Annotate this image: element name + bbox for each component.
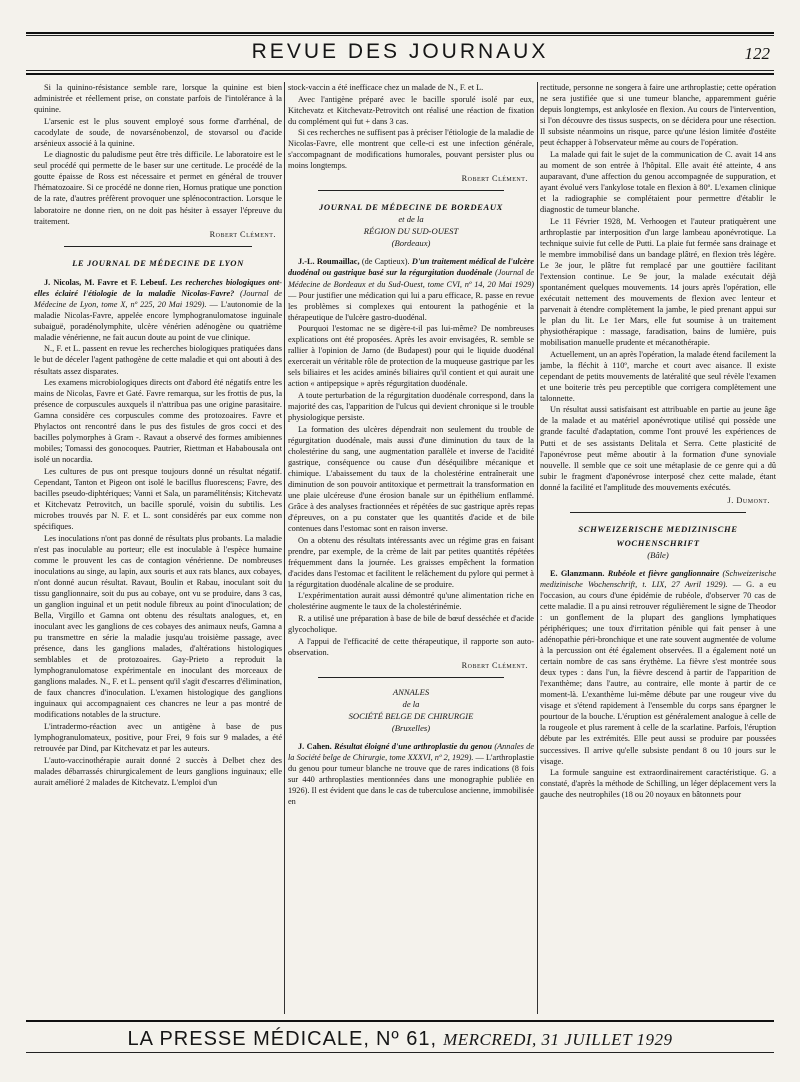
- paragraph: La formation des ulcères dépendrait non seulement du trouble de régurgitation duodénale, mais aussi d'une diminution du taux de la cholestérine du sang, une augmentation parallèle et inverse de l'acidité gastrique, conséquence ou cause d'un déséquilibre mécanique et chimique. L'abaissement du taux de la cholestérine entraînerait une diminution de son pouvoir antitoxique et permettrait la transformation en une plaie ulcéreuse d'une érosion banale sur un épithélium enflammé. Grâce à des analyses fractionnées et répétées de suc gastrique après repas d'épreuves, on a pu constater que les quantités d'acide et de bile contenues dans l'estomac sont en raison inverse.: [288, 424, 534, 534]
- paragraph: R. a utilisé une préparation à base de bile de bœuf desséchée et d'acide glycocholique.: [288, 613, 534, 634]
- section-divider: [318, 190, 504, 191]
- journal-heading: ANNALES: [392, 686, 430, 697]
- article-author-place: (de Captieux).: [361, 257, 410, 267]
- article-reference: (Schweizerische medizinische Wochenschrift, t. LIX, 27 Avril 1929).: [540, 568, 776, 589]
- article-reference: (Journal de Médecine de Lyon, tome X, nº 225, 20 Mai 1929).: [34, 288, 282, 309]
- article-authors: J. Nicolas, M. Favre et F. Lebeuf.: [44, 277, 168, 287]
- article-title: Rubéole et fièvre ganglionnaire: [607, 568, 720, 578]
- paragraph: A toute perturbation de la régurgitation duodénale correspond, dans la majorité des cas, l'apparition de l'ulcus qui devient chronique si le trouble physiologique persiste.: [288, 390, 534, 423]
- paragraph: Les cultures de pus ont presque toujours donné un résultat négatif. Cependant, Tanton et Pigeon ont isolé le bacillus fluorescens; Favre, des bacilles pseudo-diphtériques; Vanni et Sala, un paraméliténsis; Kitchevatz et Kitchevatz Petrovitch, un bacille sporulé, voisin du subtilis. Les microbes trouvés par N. F. et L. sont considérés par eux comme non spécifiques.: [34, 466, 282, 532]
- author-signature: Robert Clément.: [209, 229, 276, 239]
- header-rule-thick: [26, 73, 774, 75]
- column-middle: [288, 82, 534, 1014]
- column-divider: [284, 82, 285, 1014]
- paragraph: L'intradermo-réaction avec un antigène à base de pus lymphogranulomateux, positive, pour Frei, 9 fois sur 9 malades, a été retrouvée par Dind, par Kitchevatz et par les auteurs.: [34, 722, 282, 754]
- article-authors: J. Cahen.: [298, 741, 332, 751]
- paragraph: Si ces recherches ne suffisent pas à préciser l'étiologie de la maladie de Nicolas-Favre, elle montrent que celle-ci est une infection générale, s'accompagnant de modifications humorales, pouvant persister plus ou moins longtemps.: [288, 128, 534, 171]
- paragraph: La formule sanguine est extraordinairement caractéristique. G. a constaté, d'après la méthode de Schilling, un léger déplacement vers la gauche des neutrophiles (18 ou 20 noyaux en bâtonnets pour: [540, 768, 776, 800]
- journal-place: (Bruxelles): [391, 722, 431, 733]
- section-divider: [570, 512, 746, 513]
- paragraph: L'auto-vaccinothérapie aurait donné 2 succès à Delbet chez des malades débarrassés chirurgicalement de leurs ganglions inguinaux; elle aurait amélioré 2 malades de Kitchevatz. L'emploi d'un: [34, 755, 282, 787]
- top-rule-thin: [26, 35, 774, 36]
- footer-publication: LA PRESSE MÉDICALE,: [127, 1028, 370, 1050]
- article-text: — G. a eu l'occasion, au cours d'une épidémie de rubéole, d'observer 70 cas de cette maladie. Il a pu ainsi retrouver régulièrement le signe de Theodor : un gonflement de la plupart des ganglions lymphatiques périphériques; une toux d'irritation pénible qui fait penser à une adénopathie péri-bronchique et une rate souvent augmentée de volume à la percussion ont été également observées. Il a également noté un certain nombre de cas sans érythème. La fièvre s'est montrée sous deux types : dans l'un, la fièvre descend à partir de l'apparition de l'exanthème; dans l'autre, au contraire, elle monte à partir de ce moment-là. L'exanthème lui-même débute par une rougeur vive du visage et s'étend rapidement à l'ensemble du corps sans épargner le pourtour de la bouche. L'éruption est généralement analogue à celle de la rougeole et plus rarement à celle de la scarlatine. Parfois, l'éruption débute par les extrémités. Elle peut aussi se produire par poussées successives. Il arrive qu'elle subsiste pendant 8 ou 10 jours sur le visage.: [540, 579, 776, 766]
- paragraph: Si la quinino-résistance semble rare, lorsque la quinine est bien administrée et réellement prise, on constate parfois de l'intolérance à la quinine.: [34, 83, 282, 115]
- article-title: Résultat éloigné d'une arthroplastie du genou: [334, 741, 492, 751]
- paragraph: Actuellement, un an après l'opération, la malade étend facilement la jambe, la fléchit à 110º, marche et court avec aisance. Il existe cependant de petits mouvements de latéralité que seul révèle l'examen et une boiterie très peu perceptible que corrigera complètement une talonnette.: [540, 349, 776, 403]
- paragraph: Les examens microbiologiques directs ont d'abord été négatifs entre les mains de Nicolas, Favre et Gaté. Favre remarqua, sur les frottis de pus, la présence de corpuscules auxquels il n'attribua pas une origine parasitaire. Gamna considère ces corpuscules comme des protozoaires. Favre et Phylactos ont rencontré dans le pus des fistules de gros cocci et des bacilles polymorphes à Gram -. Ravaut a observé des formes amibiennes mobiles; Tomassi des gonocoques. Pautrier, Riettman et Hababousala ont isolé un nocardia.: [34, 378, 282, 465]
- article-text: — L'autonomie de la maladie Nicolas-Favre, appelée encore lymphogranulomatose inguinale subaiguë, poradénolymphite, ulcère vénérien adénogène ou quatrième maladie vénérienne, ne fait aucun doute au point de vue clinique.: [34, 299, 282, 342]
- paragraph: Le diagnostic du paludisme peut être très difficile. Le laboratoire est le seul procédé qui permette de le baser sur une certitude. Le procédé de la goutte épaisse de Ross est nécessaire et permet en général de trouver l'hématozoaire. Si ce procédé ne donne rien, Hornus pratique une ponction de la rate, d'autres préfèrent provoquer une splénocontraction. Lorsque le laboratoire ne donne rien, on ne doit pas hésiter à essayer l'épreuve du traitement.: [34, 150, 282, 226]
- paragraph: rectitude, personne ne songera à faire une arthroplastie; cette opération ne sera justifiée que si une tumeur blanche, apparemment guérie depuis longtemps, est ankylosée en flexion. Au cours de l'intervention, si l'on découvre des tissus suspects, on se décidera pour une résection. Il subsiste néanmoins un risque, parce qu'une lésion limitée d'ostéite peut échapper à l'observateur même au cours de l'opération.: [540, 83, 776, 148]
- header-rule: [26, 70, 774, 71]
- column-right: [540, 82, 776, 1014]
- paragraph: A l'appui de l'efficacité de cette thérapeutique, il rapporte son auto-observation.: [288, 636, 534, 657]
- article-authors: J.-L. Roumaillac,: [298, 257, 360, 267]
- paragraph: L'expérimentation aurait aussi démontré qu'une alimentation riche en cholestérine augmente le taux de la cholestérinémie.: [288, 591, 534, 612]
- author-signature: Robert Clément.: [461, 174, 528, 184]
- page-number: 122: [744, 44, 770, 63]
- article-reference: (Annales de la Société belge de Chirurgie, tome XXXVI, nº 2, 1929).: [288, 741, 534, 762]
- journal-place: (Bordeaux): [391, 238, 431, 249]
- paragraph: La malade qui fait le sujet de la communication de C. avait 14 ans au moment de son entrée à l'hôpital. Elle avait été atteinte, 4 ans auparavant, d'une affection du genou accompagnée de suppuration, et ayant évolué vers l'ankylose totale en flexion à 80º. L'examen clinique et la radiographie se complétaient pour permettre d'établir le diagnostic de tumeur blanche.: [540, 149, 776, 215]
- page-footer: [0, 1028, 800, 1051]
- paragraph: L'arsenic est le plus souvent employé sous forme d'arrhénal, de cacodylate de soude, de novarsénobenzol, de stovarsol ou d'acide arsénieux associé à la quinine.: [34, 116, 282, 148]
- page-title: REVUE DES JOURNAUX: [251, 40, 549, 63]
- paragraph: Un résultat aussi satisfaisant est attribuable en partie au jeune âge de la malade et au matériel aponévrotique utilisé qui possède une grande faculté d'adaptation, comme l'ont prouvé les expériences de Putti et de ses assistants Delitala et Serra. Cette plasticité de l'aponévrose peut même aboutir à la formation d'une synoviale nouvelle. Il semble que ce soit une métaplasie de ce genre qui a dû subir le fragment d'aponévrose interposé chez cette malade, étant donné la facilité et l'amplitude des mouvements exécutés.: [540, 405, 776, 492]
- column-divider: [537, 82, 538, 1014]
- article-reference: (Journal de Médecine de Bordeaux et du Sud-Ouest, tome CVI, nº 14, 20 Mai 1929): [288, 268, 534, 289]
- journal-heading: LE JOURNAL DE MÉDECINE DE LYON: [72, 257, 244, 268]
- journal-heading: SCHWEIZERISCHE MEDIZINISCHE: [578, 523, 738, 534]
- section-divider: [64, 246, 252, 247]
- footer-rule-bottom: [26, 1052, 774, 1053]
- journal-region: RÉGION DU SUD-OUEST: [363, 226, 459, 237]
- footer-date: MERCREDI, 31 JUILLET 1929: [443, 1030, 673, 1049]
- article-title: D'un traitement médical de l'ulcère duodénal ou gastrique basé sur la régurgitation duodénale: [288, 257, 534, 278]
- paragraph: Le 11 Février 1928, M. Verhoogen et l'auteur pratiquèrent une arthroplastie par interposition d'un large lambeau aponévrotique. La technique suivie fut celle de Putti. La plaie fut fermée sans drainage et le membre immobilisé dans un bandage plâtré, en flexion très légère. Le 3e jour, le plâtre fut remplacé par une gouttière facilitant l'extension continue. Le 9e jour, la malade exécutait déjà spontanément quelques mouvements. 14 jours après l'opération, elle exécutait nettement des mouvements de flexion avec lenteur et parvenait à étendre complètement la jambe, le pied prenant appui sur le plan du lit. Le 1er Mars, elle fut soumise à un traitement physiothérapique : massage, faradisation, bains de lumière, puis mobilisation manuelle prudente et mécanothérapie.: [540, 216, 776, 348]
- paragraph: Pourquoi l'estomac ne se digère-t-il pas lui-même? De nombreuses explications ont été proposées. Après les avoir envisagées, R. semble se rallier à l'opinion de Jarno (de Budapest) pour qui le liquide duodénal exercerait un véritable rôle de protection de la muqueuse gastrique par les sels biliaires et les acides aminés biliaires qu'il contient et qui aurait une action « antipepsique » après régurgitation duodénale.: [288, 324, 534, 389]
- article-text: — L'arthroplastie du genou pour tumeur blanche ne trouve que de rares indications (8 fois sur 440 arthroplasties mentionnées dans une monographie publiée en 1926). Il est évident que dans le cas de tuberculose ancienne, immobilisée en: [288, 752, 534, 806]
- article-title: Les recherches biologiques ont-elles éclairé l'étiologie de la maladie Nicolas-Favre?: [34, 277, 282, 298]
- footer-rule: [26, 1020, 774, 1022]
- journal-place: (Bâle): [647, 549, 669, 560]
- author-signature: J. Dumont.: [727, 495, 770, 505]
- article-authors: E. Glanzmann.: [550, 568, 605, 578]
- journal-subheading: et de la: [398, 214, 424, 225]
- article-text: — Pour justifier une médication qui lui a paru efficace, R. passe en revue les problèmes si complexes qui entourent la pathogénie et la thérapeutique de l'ulcère gastro-duodénal.: [288, 290, 534, 322]
- column-left: [34, 82, 282, 1014]
- paragraph: On a obtenu des résultats intéressants avec un régime gras en faisant prendre, par exemple, de la crème de lait par petites quantités répétées fréquemment dans la journée. Les graisses empêchent la formation d'acides dans l'estomac et facilitent le relâchement du pylore qui permet à la régurgitation duodénale alcaline de se produire.: [288, 535, 534, 589]
- journal-name: WOCHENSCHRIFT: [616, 537, 700, 548]
- journal-subheading: de la: [402, 698, 420, 709]
- paragraph: Les inoculations n'ont pas donné de résultats plus probants. La maladie n'est pas inoculable au porteur; elle est inoculable à l'espèce humaine comme le prouvent les cas de contagion vénérienne. De nombreuses inoculations au singe, au lapin, aux souris et aux rats blancs, aux cobayes, n'ont donné aucun résultat. Ravaut, Boulin et Rabau, inoculant soit du tissu ganglionnaire, soit du pus au cobaye, ont vu se produire, dans 3 cas, un ganglion inguinal et un petit nodule fibreux au point d'inoculation; de Bella, Virgillo et Gamna ont obtenu des résultats analogues, et, en inoculant avec les ganglions de ces cobayes des animaux neufs, Gamna a pu transmettre en série la maladie jusqu'au troisième passage, avec présence, dans les ganglions malades, d'altérations histologiques semblables et de protozoaires. Gay-Prieto a reproduit la lymphogranulomatose expérimentale en inoculant des morceaux de ganglions malades. N., F. et L. pensent qu'il s'agit d'escarres d'élimination, de faux chancres d'inoculation. L'examen histologique des ganglions inguinaux qui accompagnaient ces chancres ne leur a pas montré de modifications notables de la structure.: [34, 533, 282, 720]
- journal-heading: JOURNAL DE MÉDECINE DE BORDEAUX: [319, 202, 503, 213]
- footer-issue-number: Nº 61,: [375, 1028, 438, 1050]
- author-signature: Robert Clément.: [461, 660, 528, 670]
- journal-name: SOCIÉTÉ BELGE DE CHIRURGIE: [348, 710, 474, 721]
- paragraph: Avec l'antigène préparé avec le bacille sporulé isolé par eux, Kitchevatz et Kitchevatz-Petrovitch ont réalisé une réaction de fixation du complément qui fut + dans 3 cas.: [288, 94, 534, 126]
- paragraph: stock-vaccin a été inefficace chez un malade de N., F. et L.: [288, 83, 484, 92]
- paragraph: N., F. et L. passent en revue les recherches biologiques pratiquées dans le but de déceler l'agent pathogène de cette maladie et qui ont abouti à des résultats assez disparates.: [34, 344, 282, 376]
- section-divider: [318, 677, 504, 678]
- top-rule: [26, 32, 774, 34]
